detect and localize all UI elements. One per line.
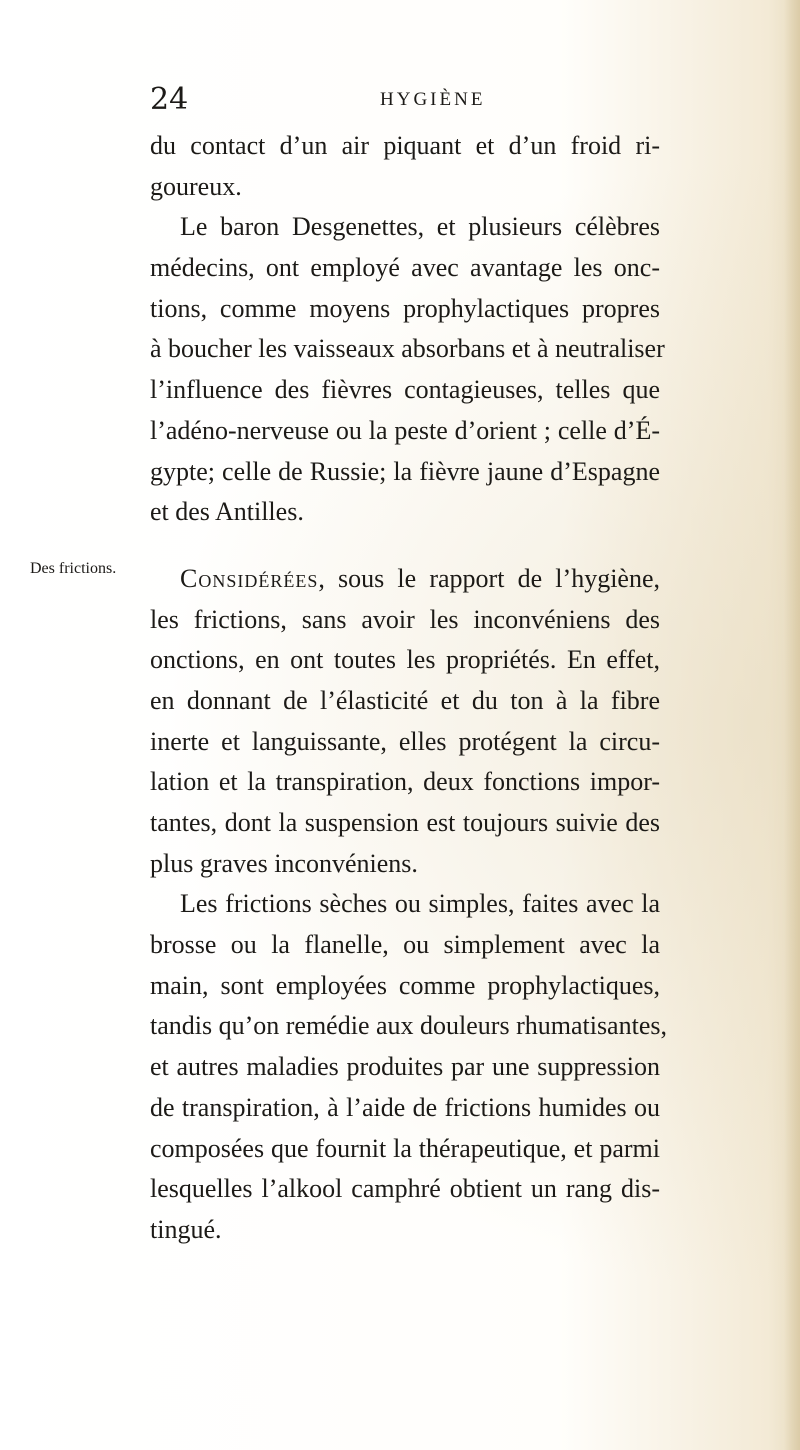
text-line: gypte; celle de Russie; la fièvre jaune d’Espagne — [150, 456, 660, 486]
text-line: plus graves inconvéniens. — [150, 848, 418, 878]
text-line: et autres maladies produites par une suppression — [150, 1052, 660, 1082]
running-head — [150, 78, 630, 122]
running-title: HYGIÈNE — [380, 89, 486, 110]
text-line: médecins, ont employé avec avantage les onc- — [150, 253, 660, 283]
text-line: tantes, dont la suspension est toujours suivie des — [150, 808, 660, 837]
text-line: et des Antilles. — [150, 497, 304, 527]
text-line: lation et la transpiration, deux fonctions impor- — [150, 767, 660, 797]
text-line: en donnant de l’élasticité et du ton à la fibre — [150, 685, 660, 715]
text-line — [150, 559, 660, 600]
text-line: à boucher les vaisseaux absorbans et à neutraliser — [150, 334, 665, 364]
text-line: l’adéno-nerveuse ou la peste d’orient ; celle d’É- — [150, 415, 660, 445]
text-line: de transpiration, à l’aide de frictions humides ou — [150, 1092, 660, 1122]
text-line: tions, comme moyens prophylactiques propres — [150, 293, 660, 323]
first-line-rest: , sous le rapport de l’hygiène, — [318, 563, 660, 593]
text-line: Les frictions sèches ou simples, faites avec la — [180, 889, 660, 919]
text-line: inerte et languissante, elles protégent la circu- — [150, 726, 660, 756]
text-line: les frictions, sans avoir les inconvéniens des — [150, 604, 660, 634]
text-line: onctions, en ont toutes les propriétés. En effet, — [150, 645, 660, 675]
lead-word: Considérées — [180, 563, 319, 593]
margin-note: Des frictions. — [30, 560, 117, 577]
text-line: du contact d’un air piquant et d’un froid ri- — [150, 131, 660, 160]
body-text — [150, 126, 667, 1251]
text-line: tandis qu’on remédie aux douleurs rhumatisantes, — [150, 1011, 667, 1041]
text-line: tingué. — [150, 1214, 222, 1244]
section-gap — [150, 533, 660, 559]
text-line: composées que fournit la thérapeutique, et parmi — [150, 1133, 660, 1163]
text-line: main, sont employées comme prophylactiques, — [150, 970, 660, 1000]
text-line: l’influence des fièvres contagieuses, telles que — [150, 375, 660, 405]
text-line: goureux. — [150, 171, 242, 201]
page-edge-shadow — [784, 0, 800, 1450]
text-line: Le baron Desgenettes, et plusieurs célèbres — [180, 212, 660, 242]
text-line: lesquelles l’alkool camphré obtient un rang dis- — [150, 1174, 660, 1204]
text-line: brosse ou la flanelle, ou simplement avec la — [150, 930, 660, 960]
page-number: 24 — [150, 82, 189, 117]
